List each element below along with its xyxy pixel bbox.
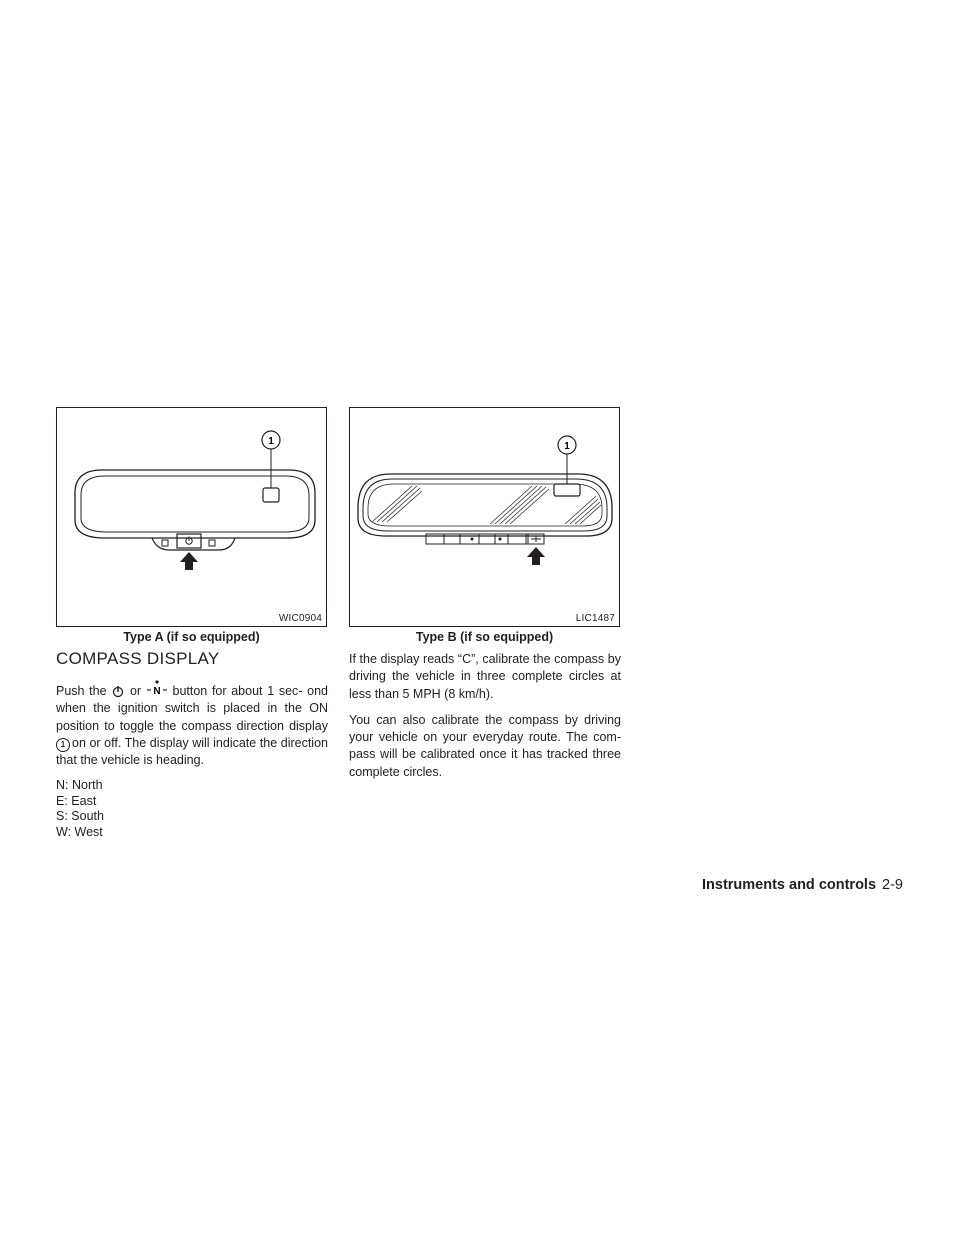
direction-item: E: East [56,793,97,808]
direction-item: N: North [56,778,103,793]
page-footer [702,877,903,893]
page-number: 2-9 [882,877,903,893]
right-column [349,651,621,790]
svg-text:N: N [153,686,161,697]
compass-display-box [263,488,279,502]
text-span: Push the [56,684,107,698]
paragraph: You can also calibrate the compass by driving your vehicle on your everyday route. The com- pass will be calibrated once it has tracked three complete circles. [349,712,621,779]
left-column [56,680,328,840]
power-icon [111,684,125,698]
mirror-icon [75,470,315,538]
text-span: or [129,684,142,698]
text-span: on or off. The display will indicate the direction that the vehicle is heading. [56,735,328,768]
arrow-up-icon [527,547,545,565]
paragraph [56,680,328,769]
callout-number: 1 [268,436,274,447]
direction-list [56,778,328,840]
figure-type-a [56,407,327,627]
figure-code: WIC0904 [278,613,322,624]
mirror-type-a-illustration [57,408,328,628]
section-heading: COMPASS DISPLAY [56,649,220,668]
arrow-up-icon [180,552,198,570]
figure-code: LIC1487 [575,613,615,624]
direction-item: W: West [56,824,103,839]
callout-badge: 1 [56,738,70,752]
direction-item: S: South [56,809,104,824]
compass-display-box [554,484,580,496]
callout-number: 1 [564,441,570,452]
mirror-type-b-illustration [350,408,621,628]
compass-n-icon [146,680,168,698]
text-span: button for about 1 sec- ond when the ignition switch is placed in the ON position to toggle the compass direction display [56,684,328,733]
figure-caption: Type A (if so equipped) [123,630,260,644]
figure-type-b [349,407,620,627]
paragraph: If the display reads “C”, calibrate the compass by driving the vehicle in three complete circles at less than 5 MPH (8 km/h). [349,652,621,701]
figure-caption: Type B (if so equipped) [415,630,554,644]
section-name: Instruments and controls [702,877,877,893]
